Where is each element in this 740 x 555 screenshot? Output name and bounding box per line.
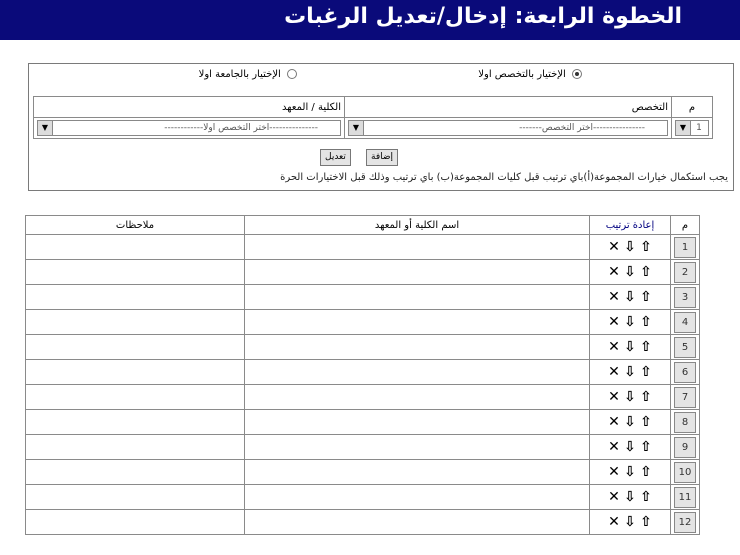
table-row [26, 235, 700, 260]
table-row [26, 485, 700, 510]
move-up-icon[interactable]: ⇧ [640, 464, 652, 480]
notes-cell [26, 310, 245, 335]
move-down-icon[interactable]: ⇩ [624, 339, 636, 355]
header-reorder: إعادة ترتيب [590, 216, 671, 235]
college-name-cell [245, 435, 590, 460]
selection-table [33, 96, 713, 139]
college-name-cell [245, 335, 590, 360]
row-number-button[interactable]: 9 [674, 437, 696, 458]
header-college-name: اسم الكلية أو المعهد [245, 216, 590, 235]
chevron-down-icon[interactable]: ▼ [676, 121, 691, 135]
reorder-cell [590, 310, 671, 335]
move-down-icon[interactable]: ⇩ [624, 464, 636, 480]
header-major: التخصص [345, 97, 672, 118]
notes-cell [26, 260, 245, 285]
reorder-cell [590, 435, 671, 460]
row-number-cell [671, 285, 700, 310]
delete-icon[interactable]: ✕ [608, 514, 620, 530]
move-down-icon[interactable]: ⇩ [624, 264, 636, 280]
reorder-cell [590, 360, 671, 385]
row-number-cell [671, 385, 700, 410]
major-select-value: ----------------اختر التخصص------- [519, 123, 645, 133]
notes-cell [26, 485, 245, 510]
table-row [26, 285, 700, 310]
reorder-cell [590, 260, 671, 285]
header-number: م [672, 97, 713, 118]
delete-icon[interactable]: ✕ [608, 439, 620, 455]
chevron-down-icon[interactable]: ▼ [349, 121, 364, 135]
row-number-cell [672, 118, 713, 139]
college-name-cell [245, 510, 590, 535]
notes-cell [26, 235, 245, 260]
notes-cell [26, 285, 245, 310]
move-up-icon[interactable]: ⇧ [640, 489, 652, 505]
row-number-cell [671, 335, 700, 360]
college-select-cell [34, 118, 345, 139]
row-number-button[interactable]: 6 [674, 362, 696, 383]
move-down-icon[interactable]: ⇩ [624, 489, 636, 505]
table-row [26, 510, 700, 535]
row-number-button[interactable]: 4 [674, 312, 696, 333]
row-number-button[interactable]: 5 [674, 337, 696, 358]
table-row [26, 410, 700, 435]
row-number-button[interactable]: 2 [674, 262, 696, 283]
move-up-icon[interactable]: ⇧ [640, 389, 652, 405]
delete-icon[interactable]: ✕ [608, 339, 620, 355]
college-name-cell [245, 410, 590, 435]
delete-icon[interactable]: ✕ [608, 464, 620, 480]
table-row [26, 310, 700, 335]
header-notes: ملاحظات [26, 216, 245, 235]
row-number-button[interactable]: 7 [674, 387, 696, 408]
edit-button[interactable]: تعديل [320, 149, 351, 166]
delete-icon[interactable]: ✕ [608, 314, 620, 330]
notes-cell [26, 510, 245, 535]
row-number-cell [671, 485, 700, 510]
header-college: الكلية / المعهد [34, 97, 345, 118]
delete-icon[interactable]: ✕ [608, 289, 620, 305]
notes-cell [26, 460, 245, 485]
move-up-icon[interactable]: ⇧ [640, 339, 652, 355]
move-up-icon[interactable]: ⇧ [640, 289, 652, 305]
table-row [26, 385, 700, 410]
reorder-cell [590, 460, 671, 485]
reorder-cell [590, 410, 671, 435]
move-down-icon[interactable]: ⇩ [624, 514, 636, 530]
table-row [26, 260, 700, 285]
notes-cell [26, 435, 245, 460]
option-by-major-label: الإختيار بالتخصص اولا [478, 69, 566, 80]
radio-checked-icon[interactable] [572, 69, 582, 79]
move-down-icon[interactable]: ⇩ [624, 314, 636, 330]
delete-icon[interactable]: ✕ [608, 389, 620, 405]
move-down-icon[interactable]: ⇩ [624, 414, 636, 430]
move-up-icon[interactable]: ⇧ [640, 514, 652, 530]
college-select-value: ---------------اختر التخصص اولا------------ [164, 123, 318, 133]
row-number-select[interactable] [675, 120, 709, 136]
notes-cell [26, 360, 245, 385]
reorder-cell [590, 235, 671, 260]
move-up-icon[interactable]: ⇧ [640, 264, 652, 280]
table-row [26, 335, 700, 360]
reorder-cell [590, 285, 671, 310]
delete-icon[interactable]: ✕ [608, 239, 620, 255]
row-number-button[interactable]: 3 [674, 287, 696, 308]
reorder-cell [590, 485, 671, 510]
option-by-major[interactable] [478, 69, 582, 85]
college-name-cell [245, 460, 590, 485]
row-number-button[interactable]: 12 [674, 512, 696, 533]
notes-cell [26, 335, 245, 360]
instruction-note: يجب استكمال خيارات المجموعة(أ)باي ترتيب قبل كليات المجموعة(ب) باي ترتيب وذلك قبل الاختيارات الحرة [280, 172, 728, 183]
college-select[interactable] [37, 120, 341, 136]
major-select[interactable] [348, 120, 668, 136]
college-name-cell [245, 360, 590, 385]
move-up-icon[interactable]: ⇧ [640, 314, 652, 330]
notes-cell [26, 410, 245, 435]
delete-icon[interactable]: ✕ [608, 489, 620, 505]
table-row [26, 360, 700, 385]
delete-icon[interactable]: ✕ [608, 364, 620, 380]
major-select-cell [345, 118, 672, 139]
college-name-cell [245, 385, 590, 410]
move-down-icon[interactable]: ⇩ [624, 439, 636, 455]
row-number-cell [671, 435, 700, 460]
move-up-icon[interactable]: ⇧ [640, 364, 652, 380]
row-number-cell [671, 360, 700, 385]
row-number-cell [671, 460, 700, 485]
add-button[interactable]: إضافة [366, 149, 398, 166]
row-number-button[interactable]: 10 [674, 462, 696, 483]
table-row [26, 435, 700, 460]
move-up-icon[interactable]: ⇧ [640, 239, 652, 255]
row-number-cell [671, 235, 700, 260]
reorder-cell [590, 510, 671, 535]
header-number: م [671, 216, 700, 235]
move-down-icon[interactable]: ⇩ [624, 364, 636, 380]
radio-unchecked-icon[interactable] [287, 69, 297, 79]
move-down-icon[interactable]: ⇩ [624, 289, 636, 305]
chevron-down-icon[interactable]: ▼ [38, 121, 53, 135]
reorder-cell [590, 335, 671, 360]
college-name-cell [245, 285, 590, 310]
page-title: الخطوة الرابعة: إدخال/تعديل الرغبات [284, 4, 682, 29]
row-number-cell [671, 510, 700, 535]
table-header-row [26, 216, 700, 235]
row-number-button[interactable]: 1 [674, 237, 696, 258]
move-down-icon[interactable]: ⇩ [624, 389, 636, 405]
row-number-button[interactable]: 8 [674, 412, 696, 433]
move-up-icon[interactable]: ⇧ [640, 414, 652, 430]
notes-cell [26, 385, 245, 410]
college-name-cell [245, 260, 590, 285]
row-number-cell [671, 410, 700, 435]
college-name-cell [245, 485, 590, 510]
reorder-cell [590, 385, 671, 410]
option-by-university-label: الإختيار بالجامعة اولا [198, 69, 281, 80]
preferences-table [25, 215, 700, 535]
move-down-icon[interactable]: ⇩ [624, 239, 636, 255]
college-name-cell [245, 235, 590, 260]
delete-icon[interactable]: ✕ [608, 414, 620, 430]
row-number-cell [671, 260, 700, 285]
row-number-button[interactable]: 11 [674, 487, 696, 508]
college-name-cell [245, 310, 590, 335]
row-number-value: 1 [696, 123, 702, 133]
table-row [26, 460, 700, 485]
delete-icon[interactable]: ✕ [608, 264, 620, 280]
page-header [0, 0, 740, 40]
option-by-university[interactable] [199, 69, 297, 85]
row-number-cell [671, 310, 700, 335]
move-up-icon[interactable]: ⇧ [640, 439, 652, 455]
